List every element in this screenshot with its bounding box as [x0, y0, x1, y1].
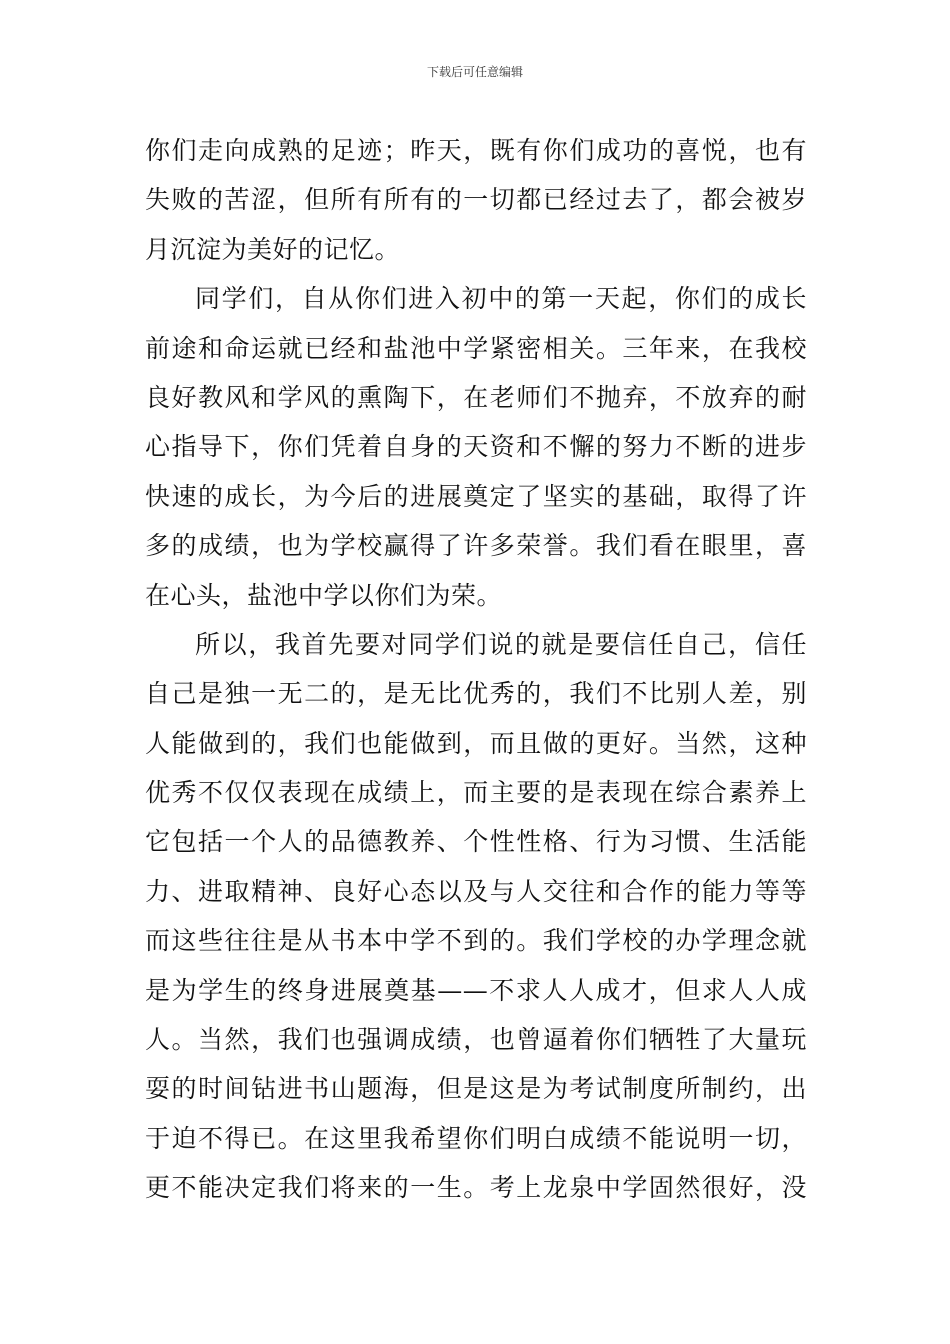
paragraph-first-line: 所以，我首先要对同学们说的就是要信任自己，信任 [195, 629, 807, 659]
text-line: 它包括一个人的品德教养、个性性格、行为习惯、生活能 [145, 827, 807, 857]
text-line: 你们走向成熟的足迹；昨天，既有你们成功的喜悦，也有 [145, 136, 807, 165]
text-line: 自己是独一无二的，是无比优秀的，我们不比别人差，别 [145, 679, 807, 709]
text-line: 是为学生的终身进展奠基——不求人人成才，但求人人成 [145, 975, 807, 1005]
text-line: 月沉淀为美好的记忆。 [145, 234, 401, 264]
page-header: 下载后可任意编辑 [426, 65, 523, 79]
text-line: 耍的时间钻进书山题海，但是这是为考试制度所制约，出 [145, 1074, 807, 1104]
text-line: 在心头，盐池中学以你们为荣。 [145, 580, 503, 610]
text-line: 多的成绩，也为学校赢得了许多荣誉。我们看在眼里，喜 [145, 531, 807, 561]
text-line: 于迫不得已。在这里我希望你们明白成绩不能说明一切， [145, 1123, 807, 1153]
text-line: 心指导下，你们凭着自身的天资和不懈的努力不断的进步 [145, 432, 807, 462]
text-line: 力、进取精神、良好心态以及与人交往和合作的能力等等 [145, 876, 807, 906]
text-line: 良好教风和学风的熏陶下，在老师们不抛弃，不放弃的耐 [145, 382, 807, 412]
text-line: 更不能决定我们将来的一生。考上龙泉中学固然很好，没 [145, 1173, 807, 1203]
text-line: 人能做到的，我们也能做到，而且做的更好。当然，这种 [145, 728, 807, 758]
document-body [145, 126, 807, 1213]
text-line: 而这些往往是从书本中学不到的。我们学校的办学理念就 [145, 926, 807, 956]
text-line: 人。当然，我们也强调成绩，也曾逼着你们牺牲了大量玩 [145, 1025, 807, 1055]
paragraph-first-line: 同学们，自从你们进入初中的第一天起，你们的成长 [195, 284, 807, 314]
text-line: 失败的苦涩，但所有所有的一切都已经过去了，都会被岁 [145, 185, 807, 215]
text-line: 前途和命运就已经和盐池中学紧密相关。三年来，在我校 [145, 333, 807, 363]
text-line: 优秀不仅仅表现在成绩上，而主要的是表现在综合素养上 [145, 778, 807, 808]
text-line: 快速的成长，为今后的进展奠定了坚实的基础，取得了许 [145, 481, 807, 511]
